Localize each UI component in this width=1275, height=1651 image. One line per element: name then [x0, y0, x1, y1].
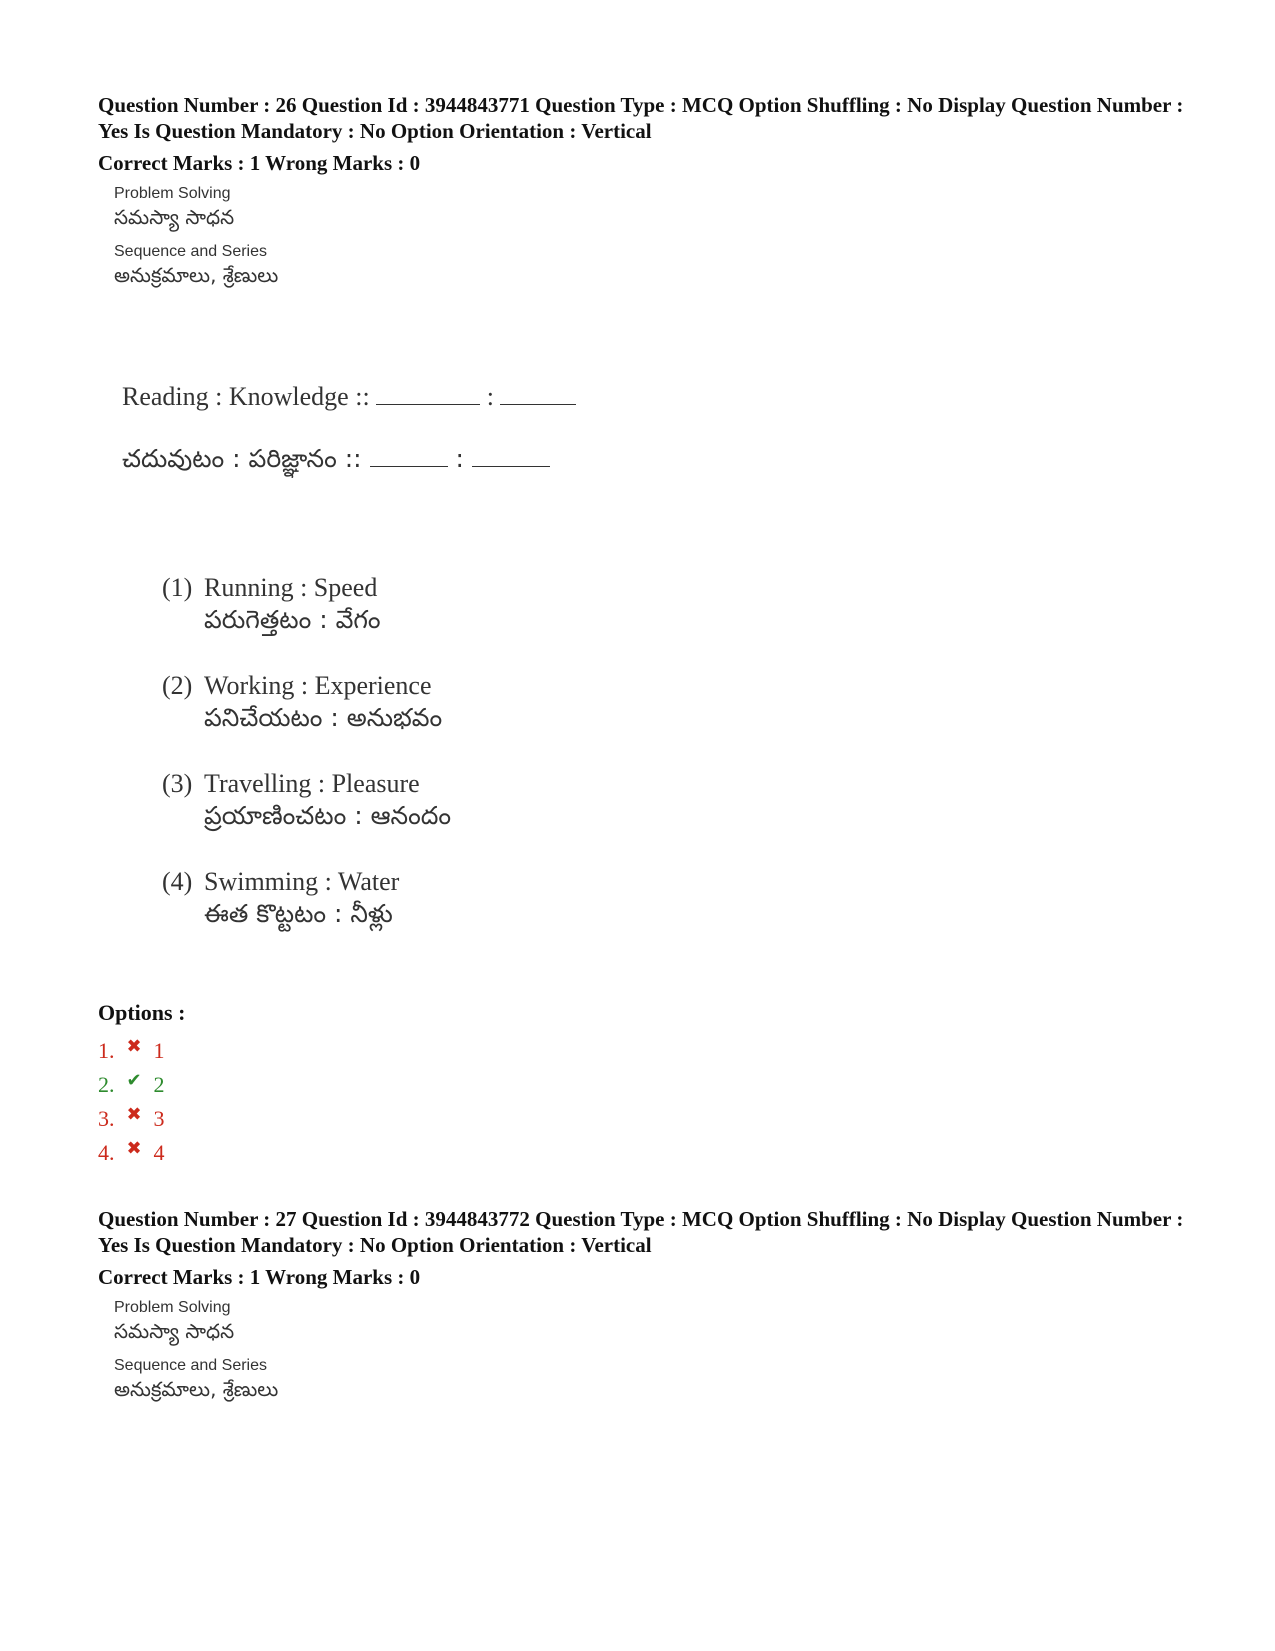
option-1[interactable] [98, 1030, 165, 1064]
question-26-stem [122, 380, 576, 476]
option-4[interactable] [98, 1132, 165, 1166]
choice-number: (4) [162, 867, 193, 896]
subject-label-en: Problem Solving [114, 1299, 231, 1316]
subject-label-en: Problem Solving [114, 185, 231, 202]
option-label: 1 [153, 1038, 165, 1063]
options-title: Options : [98, 1000, 186, 1025]
choice-text-te: ప్రయాణించటం : ఆనందం [204, 801, 452, 830]
question-27-block [98, 1206, 1198, 1414]
question-26-tags [114, 184, 1198, 288]
option-label: 4 [153, 1140, 165, 1165]
choice-text-te: పనిచేయటం : అనుభవం [204, 703, 443, 732]
option-label: 3 [153, 1106, 165, 1131]
topic-label-te: అనుక్రమాలు, శ్రేణులు [114, 263, 279, 287]
choice-text-en: Swimming : Water [204, 867, 400, 896]
subject-label-te: సమస్యా సాధన [114, 1319, 235, 1343]
topic-label-te: అనుక్రమాలు, శ్రేణులు [114, 1377, 279, 1401]
stem-telugu [122, 442, 576, 476]
choice-text-en: Working : Experience [204, 671, 432, 700]
question-26-header: Question Number : 26 Question Id : 3944843771 Question Type : MCQ Option Shuffling : No Display Question Number : Yes Is Question Mandatory : No Option Orientation : Vertical [98, 93, 1184, 143]
option-index: 2. [98, 1072, 115, 1097]
choice-text-te: పరుగెత్తటం : వేగం [204, 605, 381, 634]
option-2[interactable] [98, 1064, 165, 1098]
choice-text-te: ఈత కొట్టటం : నీళ్లు [204, 899, 393, 928]
option-index: 4. [98, 1140, 115, 1165]
option-label: 2 [153, 1072, 165, 1097]
topic-label-en: Sequence and Series [114, 1357, 267, 1374]
question-27-tags [114, 1298, 1198, 1402]
choice-number: (3) [162, 769, 193, 798]
choice-text-en: Travelling : Pleasure [204, 769, 420, 798]
stem-te-colon: : [455, 444, 464, 473]
choice-text-en: Running : Speed [204, 573, 378, 602]
option-index: 3. [98, 1106, 115, 1131]
checkmark-icon: ✔ [126, 1070, 142, 1091]
topic-label-en: Sequence and Series [114, 243, 267, 260]
stem-te-blank-2 [472, 446, 550, 467]
choice-item [162, 670, 451, 734]
stem-telugu-text: చదువుటం : పరిజ్ఞానం :: [122, 444, 362, 473]
stem-blank-1 [376, 384, 480, 405]
question-26-block [98, 92, 1198, 300]
stem-colon: : [486, 382, 494, 411]
choice-item [162, 866, 451, 930]
option-3[interactable] [98, 1098, 165, 1132]
stem-english-text: Reading : Knowledge :: [122, 382, 370, 411]
option-index: 1. [98, 1038, 115, 1063]
stem-te-blank-1 [370, 446, 448, 467]
cross-icon: ✖ [126, 1138, 142, 1159]
choice-number: (1) [162, 573, 193, 602]
question-27-header: Question Number : 27 Question Id : 3944843772 Question Type : MCQ Option Shuffling : No Display Question Number : Yes Is Question Mandatory : No Option Orientation : Vertical [98, 1207, 1184, 1257]
choice-number: (2) [162, 671, 193, 700]
cross-icon: ✖ [126, 1036, 142, 1057]
choice-item [162, 768, 451, 832]
question-26-marks: Correct Marks : 1 Wrong Marks : 0 [98, 151, 421, 175]
subject-label-te: సమస్యా సాధన [114, 205, 235, 229]
stem-english [122, 380, 576, 414]
stem-blank-2 [500, 384, 576, 405]
options-list [98, 1030, 165, 1166]
question-26-choices [162, 572, 451, 964]
question-27-marks: Correct Marks : 1 Wrong Marks : 0 [98, 1265, 421, 1289]
cross-icon: ✖ [126, 1104, 142, 1125]
choice-item [162, 572, 451, 636]
